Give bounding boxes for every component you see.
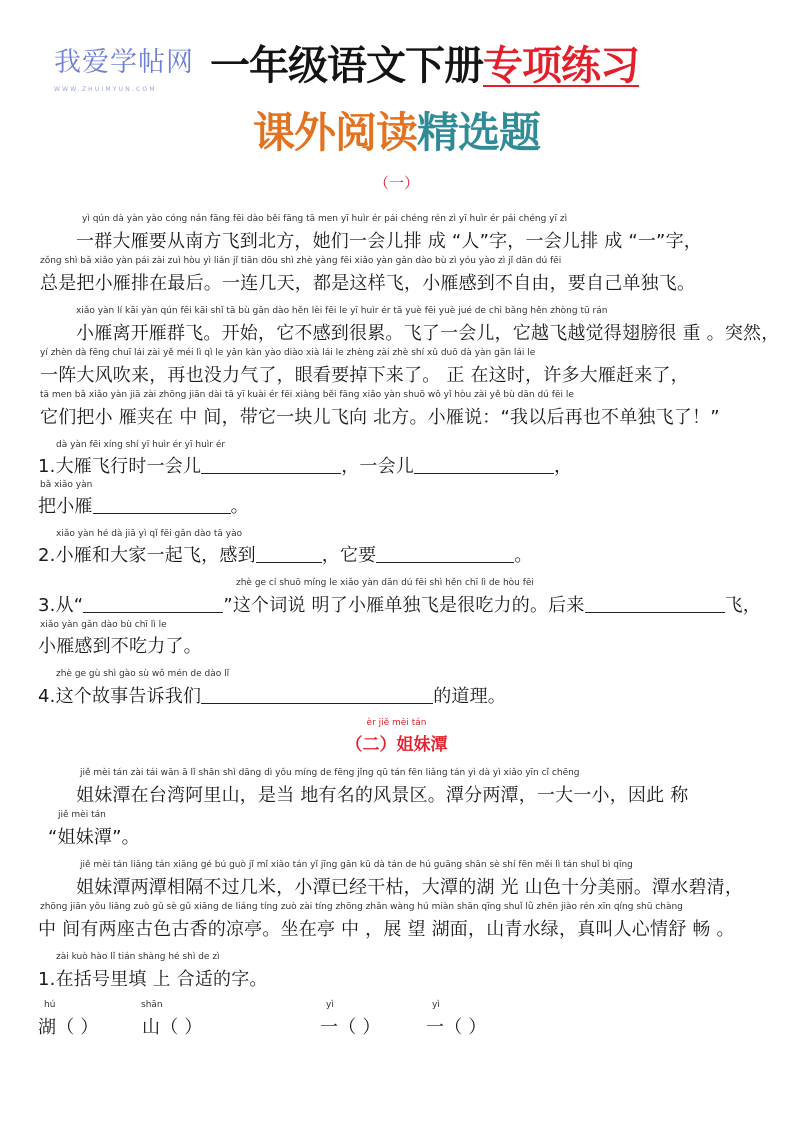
passage-line: 一阵大风吹来，再也没力气了，眼看要掉下来了。 正 在这时，许多大雁赶来了，	[40, 365, 689, 386]
passage-line: 总是把小雁排在最后。一连几天，都是这样飞，小雁感到不自由，要自己单独飞。	[40, 273, 696, 294]
pinyin-line: xiǎo yàn gǎn dào bù chī lì le	[40, 620, 167, 630]
pinyin-line: dà yàn fēi xíng shí yī huìr ér yī huìr ér	[56, 440, 226, 450]
page-title	[210, 34, 639, 91]
section-2-question-1: 1.在括号里填 上 合适的字。	[38, 969, 268, 990]
passage-line: 姐妹潭两潭相隔不过几米，小潭已经干枯，大潭的湖 光 山色十分美丽。潭水碧清，	[76, 877, 744, 898]
subtitle-teal: 精选题	[417, 108, 541, 157]
fill-bracket[interactable]: 一（ ）	[320, 1017, 381, 1038]
pinyin-line: yì qún dà yàn yào cóng nán fāng fēi dào běi fāng tā men yī huìr ér pái chéng rén zì yī huìr ér pái chéng yī zì	[82, 214, 568, 224]
passage-line: 一群大雁要从南方飞到北方，她们一会儿排 成 “人”字，一会儿排 成 “一”字，	[76, 231, 702, 252]
fill-bracket[interactable]: 一（ ）	[426, 1017, 487, 1038]
answer-blank[interactable]	[585, 596, 725, 613]
question-3-cont: 小雁感到不吃力了。	[38, 636, 202, 657]
passage-line: 小雁离开雁群飞。开始，它不感到很累。飞了一会儿，它越飞越觉得翅膀很 重 。突然，	[76, 323, 780, 344]
question-1: 1.大雁飞行时一会儿 ，一会儿 ，	[38, 456, 573, 477]
pinyin-line: xiǎo yàn hé dà jiā yì qǐ fēi gǎn dào tā yào	[56, 529, 243, 539]
answer-blank[interactable]	[201, 687, 433, 704]
pinyin-line: zhè ge cí shuō míng le xiǎo yàn dān dú fēi shì hěn chī lì de hòu fēi	[236, 578, 534, 588]
passage-line: 中 间有两座古色古香的凉亭。坐在亭 中 ，展 望 湖面，山青水绿，真叫人心情舒 畅 。	[38, 919, 735, 940]
passage-line: 姐妹潭在台湾阿里山，是当 地有名的风景区。潭分两潭，一大一小，因此 称	[76, 785, 689, 806]
pinyin-line: yì	[432, 1000, 440, 1010]
question-1-cont: 把小雁 。	[38, 496, 249, 517]
section-2-label: （二）姐妹潭	[345, 735, 448, 755]
pinyin-line: bǎ xiǎo yàn	[40, 480, 93, 490]
passage-line: “姐妹潭”。	[48, 827, 140, 848]
pinyin-line: tā men bǎ xiǎo yàn jiā zài zhōng jiān dài tā yī kuài ér fēi xiàng běi fāng xiǎo yàn shuō wǒ yǐ hòu zài yě bù dān dú fēi le	[40, 390, 574, 400]
subtitle-orange: 课外阅读	[252, 108, 417, 157]
passage-line: 它们把小 雁夹在 中 间，带它一块儿飞向 北方。小雁说：“我以后再也不单独飞了！”	[40, 407, 720, 428]
answer-blank[interactable]	[201, 457, 341, 474]
fill-bracket[interactable]: 山（ ）	[142, 1017, 203, 1038]
answer-blank[interactable]	[376, 546, 514, 563]
question-3: 3.从“ ”这个词说 明了小雁单独飞是很吃力的。后来 飞，	[38, 595, 761, 616]
pinyin-line: zhè ge gù shì gào sù wǒ mén de dào lǐ	[56, 669, 230, 679]
answer-blank[interactable]	[256, 546, 322, 563]
pinyin-line: zài kuò hào lǐ tián shàng hé shì de zì	[56, 952, 220, 962]
answer-blank[interactable]	[93, 497, 231, 514]
pinyin-line: hú	[44, 1000, 56, 1010]
section-2-pinyin: èr jiě mèi tán	[366, 718, 427, 728]
pinyin-line: yí zhèn dà fēng chuī lái zài yě méi lì qì le yǎn kàn yào diào xià lái le zhèng zài zhè shí xǔ duō dà yàn gǎn lái le	[40, 348, 536, 358]
fill-bracket[interactable]: 湖（ ）	[38, 1017, 99, 1038]
pinyin-line: shān	[141, 1000, 163, 1010]
answer-blank[interactable]	[83, 596, 223, 613]
pinyin-line: jiě mèi tán liǎng tán xiāng gé bú guò jǐ mǐ xiǎo tán yǐ jīng gān kū dà tán de hú guāng shān sè shí fēn měi lì tán shuǐ bì qīng	[80, 860, 633, 870]
title-red: 专项练习	[483, 43, 639, 89]
title-black: 一年级语文下册	[210, 43, 483, 89]
pinyin-line: xiǎo yàn lí kāi yàn qún fēi kāi shǐ tā bù gǎn dào hěn lèi fēi le yī huìr ér tā yuè fēi yuè jué de chì bǎng hěn zhòng tū rán	[76, 306, 608, 316]
answer-blank[interactable]	[414, 457, 554, 474]
logo-url: WWW.ZHUIMYUN.COM	[54, 86, 157, 93]
question-4: 4.这个故事告诉我们 的道理。	[38, 686, 506, 707]
logo-text: 我爱学帖网	[54, 47, 194, 78]
section-1-label: （一）	[373, 174, 419, 192]
page-subtitle	[0, 100, 793, 160]
pinyin-line: yì	[326, 1000, 334, 1010]
pinyin-line: zhōng jiān yǒu liǎng zuò gǔ sè gǔ xiāng de liáng tíng zuò zài tíng zhōng zhǎn wàng hú miàn shān qīng shuǐ lǜ zhēn jiào rén xīn qíng shū chàng	[40, 902, 683, 912]
pinyin-line: zǒng shì bǎ xiǎo yàn pái zài zuì hòu yì lián jǐ tiān dōu shì zhè yàng fēi xiǎo yàn gǎn dào bù zì yóu yào zì jǐ dān dú fēi	[40, 256, 562, 266]
pinyin-line: jiě mèi tán zài tái wān ā lǐ shān shì dāng dì yǒu míng de fēng jǐng qū tán fēn liǎng tán yì dà yì xiǎo yīn cǐ chēng	[80, 768, 580, 778]
pinyin-line: jiě mèi tán	[58, 810, 106, 820]
question-2: 2.小雁和大家一起飞，感到 ，它要 。	[38, 545, 533, 566]
